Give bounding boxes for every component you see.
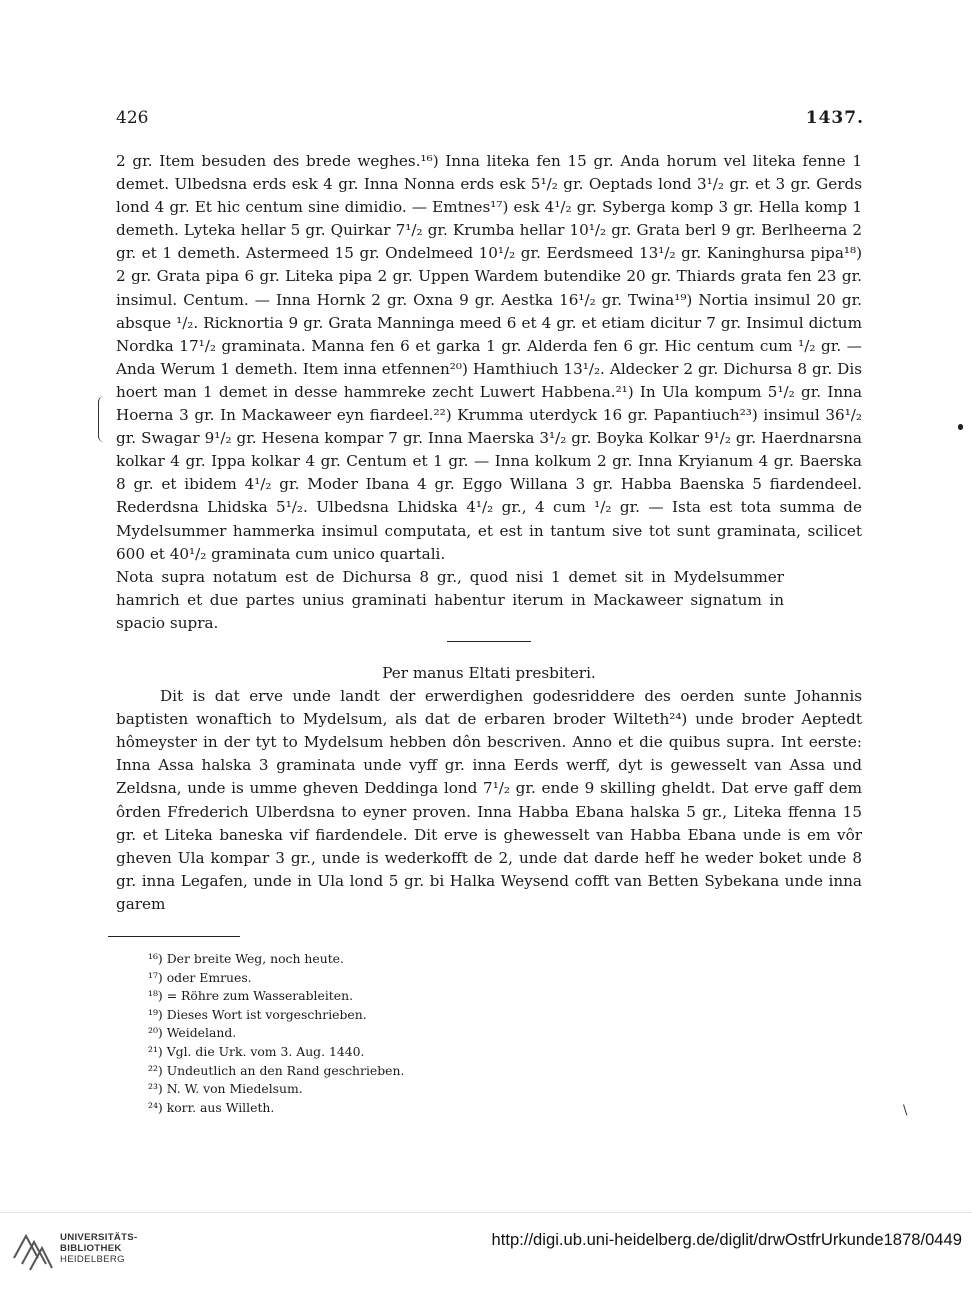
footnote-rule <box>108 936 240 937</box>
footnote-21: ²¹) Vgl. die Urk. vom 3. Aug. 1440. <box>148 1043 365 1059</box>
scribe-line: Per manus Eltati presbiteri. <box>382 663 596 682</box>
footnote-19: ¹⁹) Dieses Wort ist vorgeschrieben. <box>148 1006 367 1022</box>
nota-paragraph: Nota supra notatum est de Dichursa 8 gr., quod nisi 1 demet sit in Mydelsummer hamrich et due partes unius graminati habentur iterum in Mackaweer signatum in spacio supra. <box>116 567 784 632</box>
edge-dot-mark <box>958 424 963 430</box>
section-divider <box>447 641 531 642</box>
footnote-17: ¹⁷) oder Emrues. <box>148 969 252 985</box>
main-text <box>116 150 862 916</box>
main-paragraph: 2 gr. Item besuden des brede weghes.¹⁶) Inna liteka fen 15 gr. Anda horum vel liteka fenne 1 demet. Ulbedsna erds esk 4 gr. Inna Nonna erds esk 5¹/₂ gr. Oeptads lond 3¹/₂ gr. et 3 gr. Gerds lond 4 gr. Et hic centum sine dimidio. — Emtnes¹⁷) esk 4¹/₂ gr. Syberga komp 3 gr. Hella komp 1 demeth. Lyteka hellar 5 gr. Quirkar 7¹/₂ gr. Krumba hellar 10¹/₂ gr. Grata berl 9 gr. Berlheerna 2 gr. et 1 demeth. Astermeed 15 gr. Ondelmeed 10¹/₂ gr. Eerdsmeed 13¹/₂ gr. Kaninghursa pipa¹⁸) 2 gr. Grata pipa 6 gr. Liteka pipa 2 gr. Uppen Wardem butendike 20 gr. Thiards grata fen 23 gr. insimul. Centum. — Inna Hornk 2 gr. Oxna 9 gr. Aestka 16¹/₂ gr. Twina¹⁹) Nortia insimul 20 gr. absque ¹/₂. Ricknortia 9 gr. Grata Manninga meed 6 et 4 gr. et etiam dicitur 7 gr. Insimul dictum Nordka 17¹/₂ graminata. Manna fen 6 et garka 1 gr. Alderda fen 6 gr. Hic centum cum ¹/₂ gr. — Anda Werum 1 demeth. Item inna etfennen²⁰) Hamthiuch 13¹/₂. Aldecker 2 gr. Dichursa 8 gr. Dis hoert man 1 demet in desse hammreke zecht Luwert Habbena.²¹) In Ula kompum 5¹/₂ gr. Inna Hoerna 3 gr. In Mackaweer eyn fiardeel.²²) Krumma uterdyck 16 gr. Papantiuch²³) insimul 36¹/₂ gr. Swagar 9¹/₂ gr. Hesena kompar 7 gr. Inna Maerska 3¹/₂ gr. Boyka Kolkar 9¹/₂ gr. Haerdnarsna kolkar 4 gr. Ippa kolkar 4 gr. Centum et 1 gr. — Inna kolkum 2 gr. Inna Kryianum 4 gr. Baerska 8 gr. et ibidem 4¹/₂ gr. Moder Ibana 4 gr. Eggo Willana 3 gr. Habba Baenska 5 fiardendeel. Rederdsna Lhidska 5¹/₂. Ulbedsna Lhidska 4¹/₂ gr., 4 cum ¹/₂ gr. — Ista est tota summa de Mydelsummer hammerka insimul computata, et est in tantum sive tot sunt graminata, scilicet 600 et 40¹/₂ graminata cum unico quartali. <box>116 152 862 563</box>
source-url-link[interactable]: http://digi.ub.uni-heidelberg.de/diglit/drwOstfrUrkunde1878/0449 <box>491 1230 962 1249</box>
library-line-1: UNIVERSITÄTS- <box>60 1232 138 1243</box>
second-paragraph: Dit is dat erve unde landt der erwerdighen godesriddere des oerden sunte Johannis baptisten wonaftich to Mydelsum, als dat de erbaren broder Wilteth²⁴) unde broder Aeptedt hômeyster in der tyt to Mydelsum hebben dôn bescriven. Anno et die quibus supra. Int eerste: Inna Assa halska 3 graminata unde vyff gr. inna Eerds werff, dyt is gewesselt van Assa und Zeldsna, unde is umme gheven Deddinga lond 7¹/₂ gr. ende 9 skilling gheldt. Dat erve gaff dem ôrden Ffrederich Ulberdsna to eyner proven. Inna Habba Ebana halska 5 gr., Liteka ffenna 15 gr. et Liteka baneska vif fiardendele. Dit erve is ghewesselt van Habba Ebana unde is em vôr gheven Ula kompar 3 gr., unde is wederkofft de 2, unde dat darde heff he weder boket unde 8 gr. inna Legafen, unde in Ula lond 5 gr. bi Halka Weysend cofft van Betten Sybekana unde inna garem <box>116 687 862 913</box>
footnote-24: ²⁴) korr. aus Willeth. <box>148 1099 275 1115</box>
footnotes <box>148 950 548 1117</box>
page-number: 426 <box>116 108 149 128</box>
edge-tick-mark: \ <box>903 1103 908 1118</box>
library-name <box>60 1232 137 1265</box>
footnote-22: ²²) Undeutlich an den Rand geschrieben. <box>148 1062 405 1078</box>
footnote-23: ²³) N. W. von Miedelsum. <box>148 1081 303 1097</box>
margin-bracket-mark <box>98 396 107 442</box>
footnote-18: ¹⁸) = Röhre zum Wasserableiten. <box>148 988 354 1004</box>
university-seal-icon <box>10 1228 54 1274</box>
library-line-3: HEIDELBERG <box>60 1254 125 1265</box>
footnote-20: ²⁰) Weideland. <box>148 1025 237 1041</box>
document-year: 1437. <box>805 108 864 128</box>
footnote-16: ¹⁶) Der breite Weg, noch heute. <box>148 951 344 966</box>
footer-bar <box>0 1212 972 1290</box>
library-line-2: BIBLIOTHEK <box>60 1243 122 1254</box>
